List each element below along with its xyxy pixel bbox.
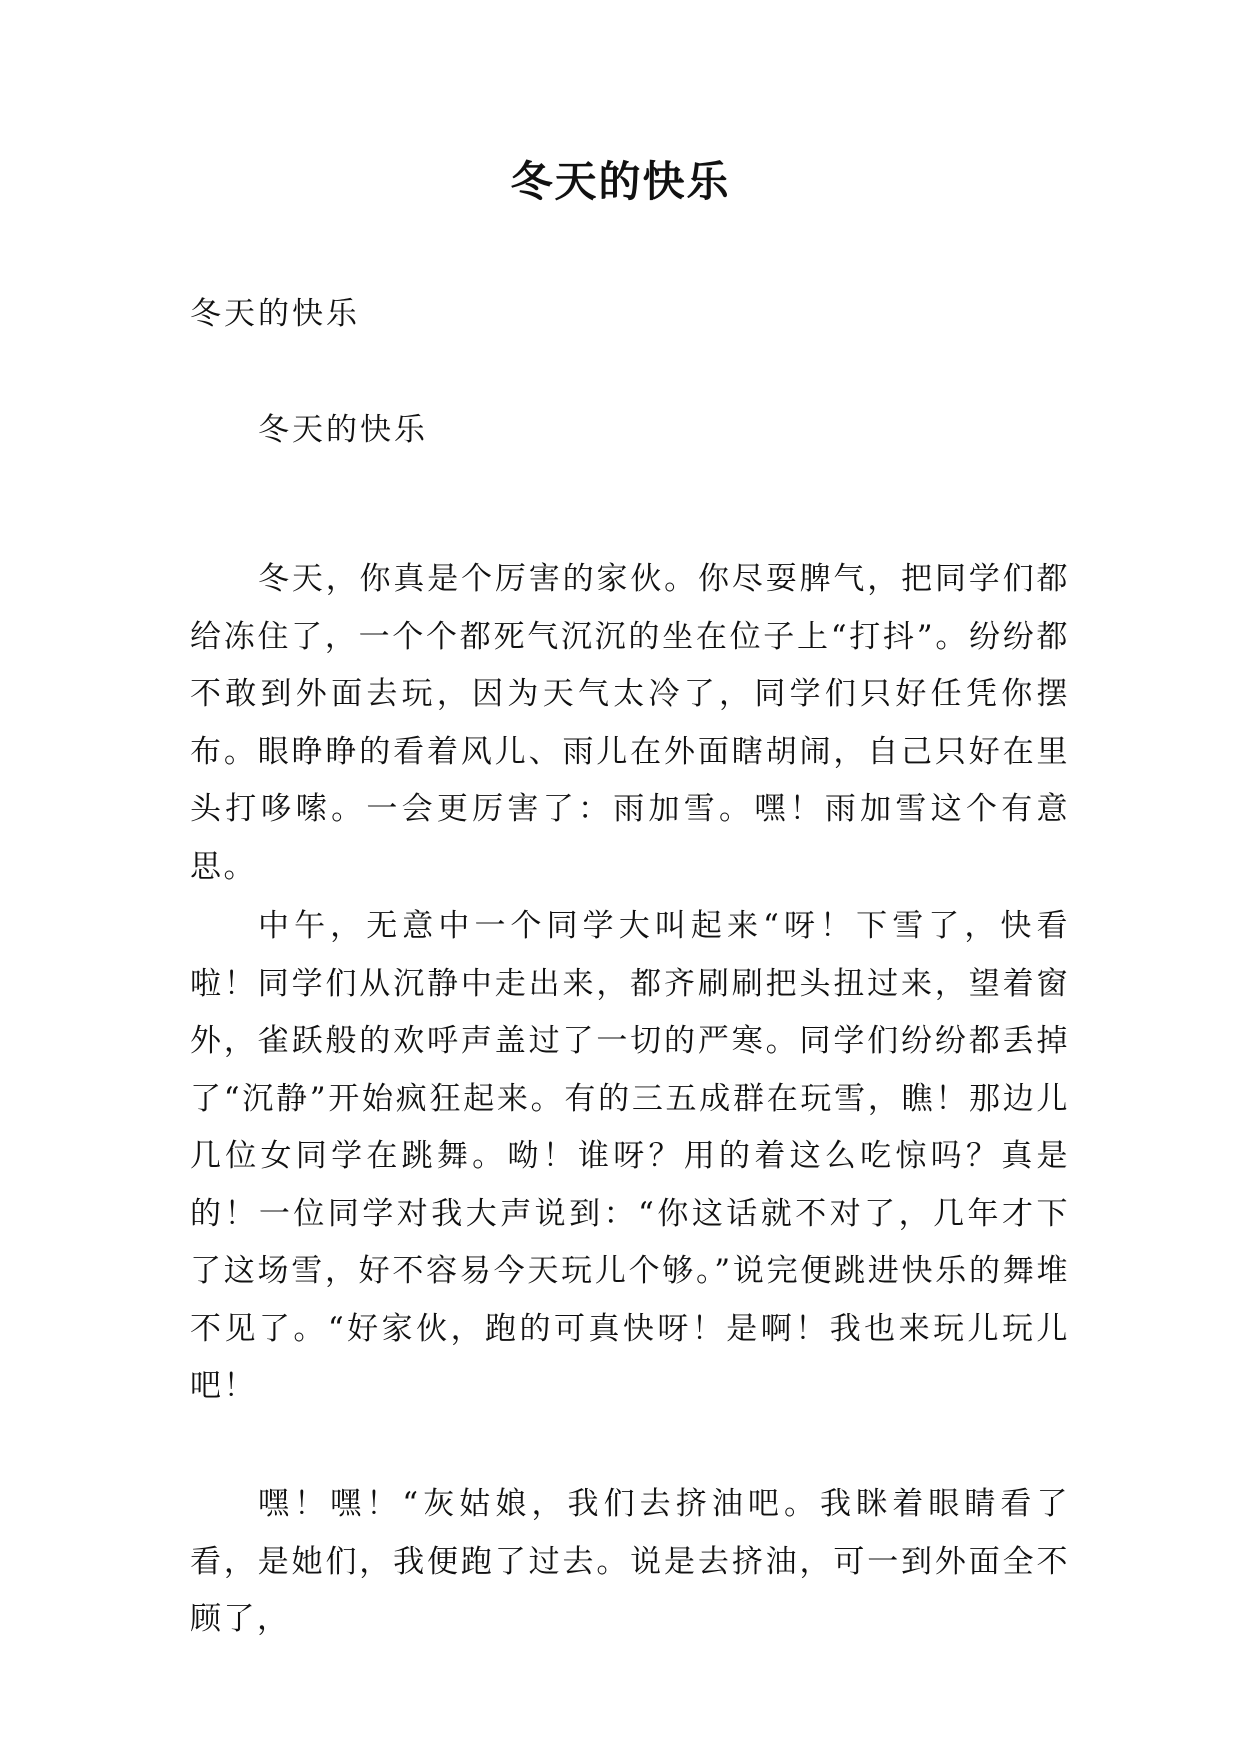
paragraph-3: 嘿！嘿！“灰姑娘，我们去挤油吧。我眯着眼睛看了看，是她们，我便跑了过去。说是去挤油，可一到外面全不顾了， <box>190 1486 1070 1637</box>
document-subtitle: 冬天的快乐 <box>190 296 360 332</box>
paragraph-2: 中午，无意中一个同学大叫起来“呀！下雪了，快看啦！同学们从沉静中走出来，都齐刷刷把头扭过来，望着窗外，雀跃般的欢呼声盖过了一切的严寒。同学们纷纷都丢掉了“沉静”开始疯狂起来。有的三五成群在玩雪，瞧！那边儿几位女同学在跳舞。呦！谁呀？用的着这么吃惊吗？真是的！一位同学对我大声说到：“你这话就不对了，几年才下了这场雪，好不容易今天玩儿个够。”说完便跳进快乐的舞堆不见了。“好家伙，跑的可真快呀！是啊！我也来玩儿玩儿吧！ <box>190 908 1070 1404</box>
article-heading: 冬天的快乐 <box>258 412 428 448</box>
paragraph-1: 冬天，你真是个厉害的家伙。你尽耍脾气，把同学们都给冻住了，一个个都死气沉沉的坐在位子上“打抖”。纷纷都不敢到外面去玩，因为天气太冷了，同学们只好任凭你摆布。眼睁睁的看着风儿、雨儿在外面瞎胡闹，自己只好在里头打哆嗦。一会更厉害了：雨加雪。嘿！雨加雪这个有意思。 <box>190 561 1070 885</box>
document-title: 冬天的快乐 <box>510 157 731 206</box>
